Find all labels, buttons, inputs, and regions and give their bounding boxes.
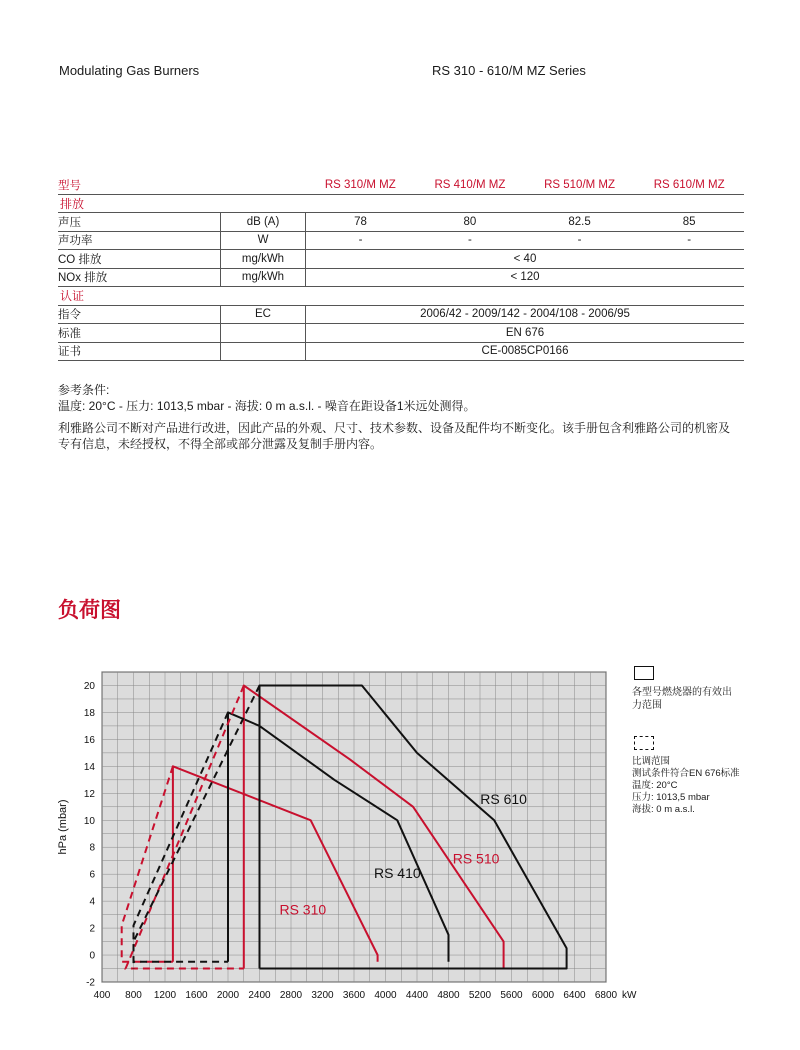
x-tick-label: 3200	[311, 990, 334, 1001]
series-rs-410-label: RS 410	[373, 865, 421, 882]
table-row: CO 排放 mg/kWh < 40	[58, 250, 744, 269]
legend-dashed-swatch	[634, 736, 654, 750]
model-1: RS 310/M MZ	[306, 176, 416, 194]
table-row: 标准 EN 676	[58, 324, 744, 343]
section-cert: 认证	[58, 287, 744, 306]
y-tick-label: 2	[89, 923, 95, 935]
spec-table	[58, 176, 744, 361]
series-rs-310-label: RS 310	[279, 901, 327, 918]
x-tick-label: 2800	[279, 990, 303, 1001]
header-right-title: RS 310 - 610/M MZ Series	[432, 63, 586, 78]
x-tick-label: 2400	[248, 990, 271, 1001]
header-left-title: Modulating Gas Burners	[59, 63, 200, 78]
x-tick-label: 5600	[500, 990, 523, 1001]
y-tick-label: 10	[83, 815, 95, 827]
model-4: RS 610/M MZ	[634, 176, 744, 194]
series-rs-610-label: RS 610	[480, 791, 527, 808]
table-row: 指令 EC 2006/42 - 2009/142 - 2004/108 - 2006/95	[58, 305, 744, 324]
y-tick-label: 14	[83, 761, 95, 773]
table-row: 声功率 W - - - -	[58, 231, 744, 250]
load-chart	[0, 640, 640, 1020]
model-2: RS 410/M MZ	[415, 176, 525, 194]
x-tick-label: 800	[125, 990, 142, 1001]
x-tick-label: 6400	[563, 990, 586, 1001]
x-axis-label: kW	[622, 990, 637, 1001]
y-tick-label: -2	[86, 977, 95, 989]
x-tick-label: 4000	[374, 990, 397, 1001]
y-axis-label: hPa (mbar)	[57, 799, 69, 855]
x-tick-label: 4400	[405, 990, 429, 1001]
x-tick-label: 3600	[342, 990, 366, 1001]
y-tick-label: 18	[83, 707, 95, 719]
notice-text: 利雅路公司不断对产品进行改进，因此产品的外观、尺寸、技术参数、设备及配件均不断变化。该手册包含利雅路公司的机密及 专有信息，未经授权，不得全部或部分泄露及复制手册内容。	[58, 421, 731, 451]
table-row: NOx 排放 mg/kWh < 120	[58, 268, 744, 287]
model-3: RS 510/M MZ	[525, 176, 635, 194]
reference-title: 参考条件:	[58, 383, 110, 397]
series-rs-510-label: RS 510	[452, 850, 500, 867]
table-row: 证书 CE-0085CP0166	[58, 342, 744, 361]
x-tick-label: 400	[93, 990, 111, 1001]
y-tick-label: 6	[89, 869, 95, 881]
reference-text: 温度: 20°C - 压力: 1013,5 mbar - 海拔: 0 m a.s.l. - 噪音在距设备1米远处测得。	[58, 399, 476, 413]
y-tick-label: 0	[89, 950, 95, 962]
x-tick-label: 6000	[531, 990, 555, 1001]
x-tick-label: 5200	[468, 990, 492, 1001]
model-label: 型号	[58, 176, 221, 194]
table-row-models	[58, 176, 744, 194]
y-tick-label: 20	[83, 680, 95, 692]
y-tick-label: 16	[83, 734, 95, 746]
legend-solid-swatch	[634, 666, 654, 680]
y-tick-label: 8	[89, 842, 95, 854]
table-row: 声压 dB (A) 78 80 82.5 85	[58, 213, 744, 232]
y-tick-label: 12	[83, 788, 95, 800]
legend-dashed-text: 比调范围 测试条件符合EN 676标准 温度: 20°C 压力: 1013,5 mbar 海拔: 0 m a.s.l.	[632, 756, 740, 815]
legend-solid-text: 各型号燃烧器的有效出 力范围	[632, 687, 732, 711]
reference-conditions	[58, 382, 476, 414]
x-tick-label: 1200	[153, 990, 177, 1001]
y-tick-label: 4	[89, 896, 95, 908]
x-tick-label: 4800	[437, 990, 460, 1001]
chart-title: 负荷图	[58, 599, 121, 622]
x-tick-label: 6800	[594, 990, 618, 1001]
section-emission: 排放	[58, 194, 744, 213]
x-tick-label: 2000	[216, 990, 240, 1001]
x-tick-label: 1600	[185, 990, 208, 1001]
